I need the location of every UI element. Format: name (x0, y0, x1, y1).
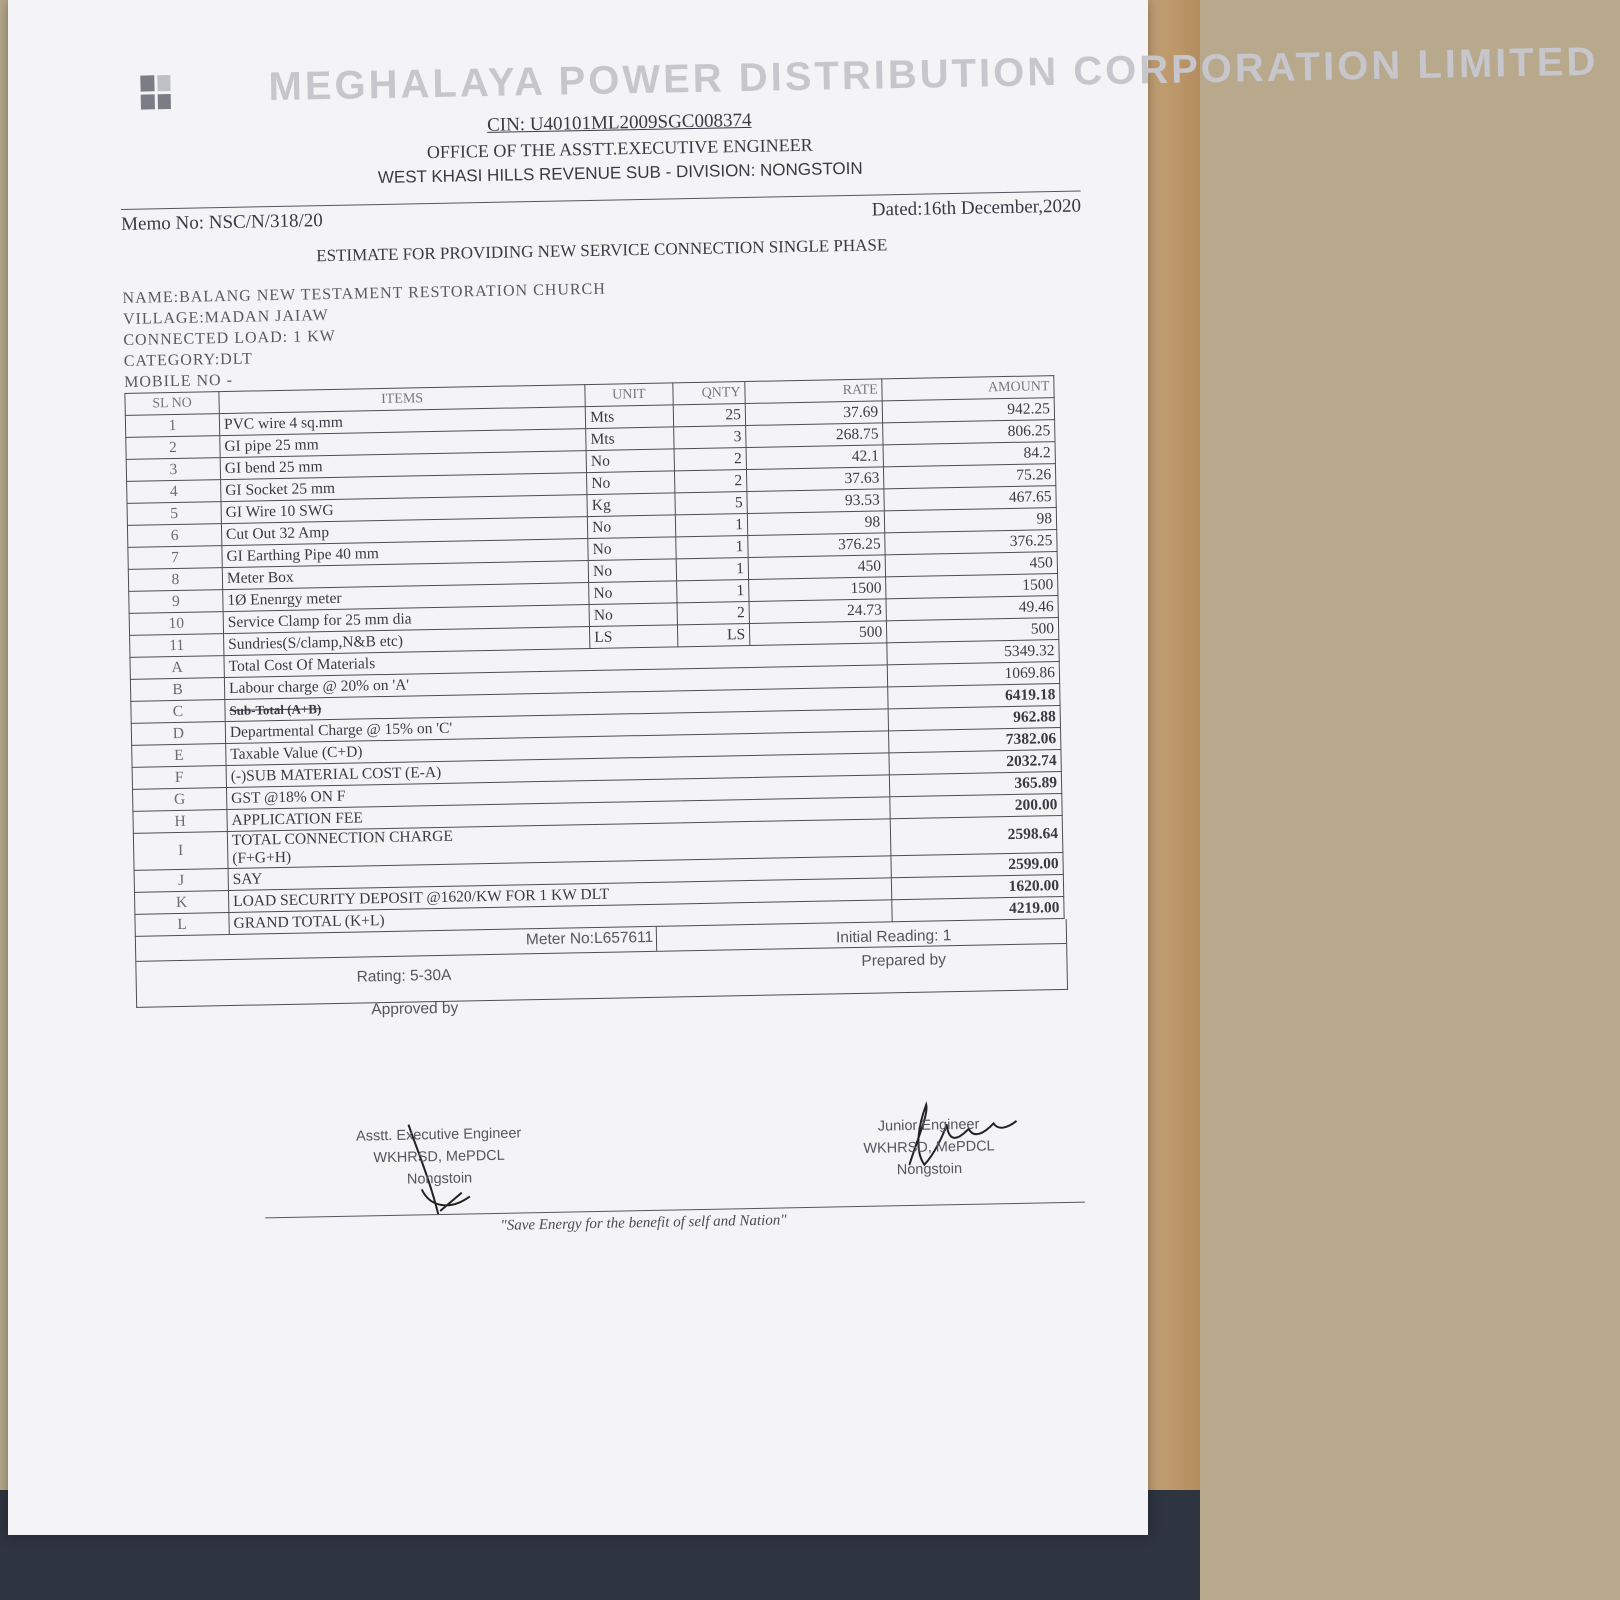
row-sl: 10 (129, 612, 223, 636)
row-unit: No (586, 449, 674, 473)
row-sl: 3 (126, 458, 220, 482)
header-sl: SL NO (125, 392, 219, 416)
summary-sl: K (134, 891, 228, 915)
row-rate: 500 (749, 621, 887, 646)
document-content (118, 39, 1599, 1234)
header-qty: QNTY (672, 382, 745, 405)
row-qty: 2 (677, 601, 750, 624)
cin-number: CIN: U40101ML2009SGC008374 (486, 109, 752, 136)
summary-sl: H (133, 810, 227, 834)
header-items: ITEMS (219, 385, 586, 414)
row-rate: 450 (748, 555, 886, 580)
preparer-title: Junior Engineer (877, 1116, 980, 1135)
division-title: WEST KHASI HILLS REVENUE SUB - DIVISION: NONGSTOIN (377, 158, 863, 188)
row-qty: 5 (675, 492, 748, 515)
row-sl: 11 (130, 634, 224, 658)
row-qty: 1 (675, 514, 748, 537)
row-sl: 9 (129, 590, 223, 614)
header-unit: UNIT (585, 383, 673, 407)
consumer-category: CATEGORY:DLT (123, 350, 253, 370)
preparer-signature-block (843, 1113, 1014, 1182)
summary-item-line1: TOTAL CONNECTION CHARGE (231, 827, 454, 849)
row-rate: 24.73 (749, 599, 887, 624)
summary-amount: 7382.06 (889, 728, 1061, 753)
summary-amount: 1620.00 (892, 875, 1064, 900)
row-sl: 7 (128, 546, 222, 570)
summary-sl: G (133, 788, 227, 812)
preparer-org: WKHRSD, MePDCL (863, 1138, 995, 1157)
row-rate: 42.1 (746, 445, 884, 470)
row-unit: No (588, 537, 676, 561)
row-unit: No (589, 603, 677, 627)
row-item: GI pipe 25 mm (220, 429, 587, 458)
row-amount: 98 (884, 508, 1056, 533)
summary-sl: B (130, 678, 224, 702)
row-rate: 93.53 (747, 489, 885, 514)
summary-sl: A (130, 656, 224, 680)
summary-item: Taxable Value (C+D) (226, 731, 890, 766)
company-name: MEGHALAYA POWER DISTRIBUTION CORPORATION LIMITED (268, 39, 1599, 110)
summary-amount: 365.89 (890, 772, 1062, 797)
row-item: GI bend 25 mm (220, 451, 587, 480)
consumer-village: VILLAGE:MADAN JAIAW (122, 307, 329, 328)
row-amount: 49.46 (886, 596, 1058, 621)
row-qty: 2 (674, 470, 747, 493)
approver-org: WKHRSD, MePDCL (373, 1147, 505, 1167)
row-item: 1Ø Enenrgy meter (223, 583, 590, 612)
row-unit: No (587, 471, 675, 495)
approved-by-label: Approved by (371, 999, 459, 1019)
summary-item: SAY (228, 856, 892, 891)
estimate-table (124, 375, 1064, 937)
row-sl: 1 (125, 414, 219, 438)
summary-item-line2: (F+G+H) (232, 848, 292, 867)
row-item: Meter Box (222, 561, 589, 590)
row-rate: 1500 (749, 577, 887, 602)
row-qty: 3 (673, 426, 746, 449)
memo-number: Memo No: NSC/N/318/20 (120, 210, 323, 235)
summary-item: APPLICATION FEE (227, 797, 891, 832)
energy-slogan: "Save Energy for the benefit of self and Nation" (500, 1212, 787, 1234)
summary-item: Sub-Total (A+B) (225, 687, 889, 722)
summary-amount: 1069.86 (887, 662, 1059, 687)
row-rate: 37.63 (746, 467, 884, 492)
summary-item: Labour charge @ 20% on 'A' (224, 665, 888, 700)
row-sl: 2 (126, 436, 220, 460)
meter-rating: Rating: 5-30A (356, 966, 452, 986)
row-amount: 84.2 (883, 442, 1055, 467)
summary-item: GRAND TOTAL (K+L) (229, 900, 893, 935)
row-rate: 376.25 (748, 533, 886, 558)
summary-item: GST @18% ON F (226, 775, 890, 810)
row-unit: No (588, 559, 676, 583)
row-qty: 1 (676, 579, 749, 602)
mobile-number: MOBILE NO - (124, 371, 234, 391)
summary-sl: I (133, 832, 228, 871)
summary-amount: 2599.00 (891, 853, 1063, 878)
row-amount: 1500 (886, 574, 1058, 599)
estimate-title: ESTIMATE FOR PROVIDING NEW SERVICE CONNECTION SINGLE PHASE (316, 235, 888, 266)
summary-amount: 962.88 (888, 706, 1060, 731)
company-logo (140, 75, 171, 110)
summary-sl: F (132, 766, 226, 790)
summary-item: (-)SUB MATERIAL COST (E-A) (226, 753, 890, 788)
summary-sl: E (132, 744, 226, 768)
approver-place: Nongstoin (406, 1170, 473, 1188)
row-qty: 1 (676, 557, 749, 580)
row-sl: 6 (127, 524, 221, 548)
header-amount: AMOUNT (882, 376, 1054, 401)
consumer-details (122, 270, 1084, 393)
row-rate: 98 (747, 511, 885, 536)
row-amount: 806.25 (883, 420, 1055, 445)
connected-load: CONNECTED LOAD: 1 KW (123, 327, 336, 349)
summary-amount: 6419.18 (888, 684, 1060, 709)
row-amount: 500 (887, 618, 1059, 643)
row-amount: 376.25 (885, 530, 1057, 555)
preparer-place: Nongstoin (896, 1161, 963, 1179)
row-item: PVC wire 4 sq.mm (219, 407, 586, 436)
row-rate: 268.75 (746, 423, 884, 448)
row-sl: 5 (127, 502, 221, 526)
memo-date: Dated:16th December,2020 (871, 195, 1082, 221)
row-amount: 942.25 (882, 398, 1054, 423)
row-unit: No (588, 515, 676, 539)
row-item: GI Wire 10 SWG (221, 495, 588, 524)
summary-amount: 200.00 (890, 794, 1062, 819)
row-unit: Kg (587, 493, 675, 517)
meter-number: Meter No:L657611 (525, 928, 654, 949)
row-qty: 2 (674, 448, 747, 471)
row-sl: 4 (127, 480, 221, 504)
row-qty: 25 (673, 404, 746, 427)
row-item: GI Earthing Pipe 40 mm (222, 539, 589, 568)
approver-title: Asstt. Executive Engineer (355, 1125, 522, 1145)
memo-row (121, 196, 1081, 236)
summary-item: LOAD SECURITY DEPOSIT @1620/KW FOR 1 KW DLT (228, 878, 892, 913)
approver-signature-block (329, 1122, 550, 1192)
row-unit: Mts (585, 405, 673, 429)
summary-amount: 5349.32 (887, 640, 1059, 665)
summary-item: Departmental Charge @ 15% on 'C' (225, 709, 889, 744)
estimate-document (8, 0, 1599, 1535)
row-rate: 37.69 (745, 401, 883, 426)
initial-reading: Initial Reading: 1 (835, 927, 952, 947)
row-unit: Mts (586, 427, 674, 451)
row-amount: 75.26 (884, 464, 1056, 489)
summary-sl: J (134, 869, 228, 893)
prepared-by-label: Prepared by (861, 951, 947, 970)
consumer-name: NAME:BALANG NEW TESTAMENT RESTORATION CHURCH (122, 280, 606, 307)
summary-amount: 2598.64 (890, 816, 1062, 856)
row-unit: LS (590, 625, 678, 649)
header-rate: RATE (745, 379, 883, 404)
row-unit: No (589, 581, 677, 605)
summary-amount: 2032.74 (889, 750, 1061, 775)
summary-amount: 4219.00 (892, 896, 1064, 921)
summary-sl: L (135, 913, 229, 937)
row-sl: 8 (128, 568, 222, 592)
row-item: Service Clamp for 25 mm dia (223, 605, 590, 634)
row-amount: 467.65 (884, 486, 1056, 511)
row-item: Sundries(S/clamp,N&B etc) (223, 627, 590, 656)
row-item: Cut Out 32 Amp (221, 517, 588, 546)
row-amount: 450 (885, 552, 1057, 577)
office-title: OFFICE OF THE ASSTT.EXECUTIVE ENGINEER (426, 134, 813, 163)
row-qty: LS (677, 623, 750, 646)
footer-divider-vertical (656, 927, 657, 951)
summary-item: Total Cost Of Materials (224, 643, 888, 678)
row-qty: 1 (675, 535, 748, 558)
row-item: GI Socket 25 mm (221, 473, 588, 502)
summary-sl: C (131, 700, 225, 724)
summary-sl: D (131, 722, 225, 746)
